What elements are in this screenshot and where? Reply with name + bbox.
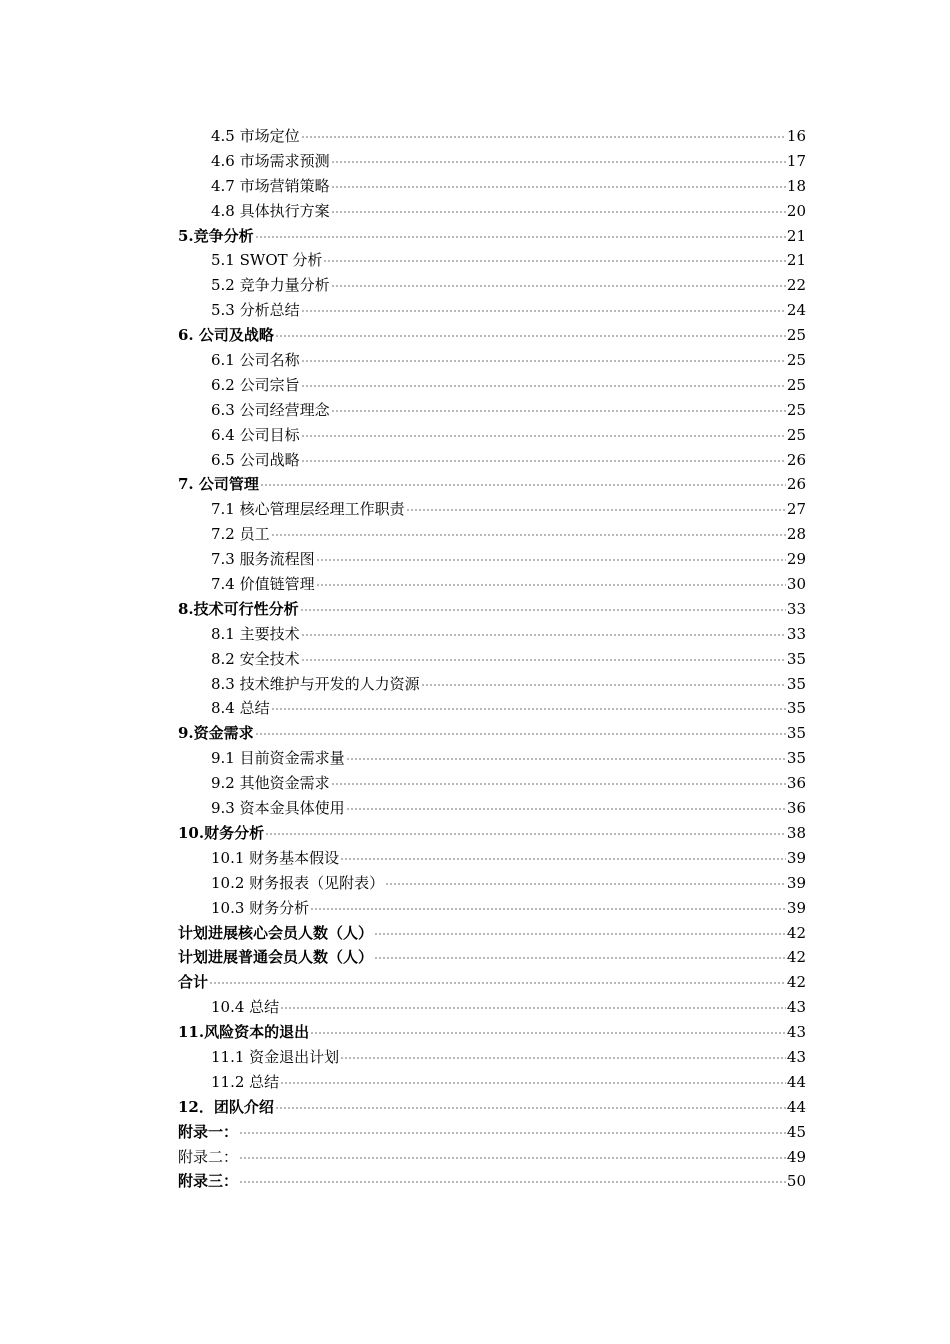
toc-dot-leader <box>323 260 786 262</box>
toc-entry[interactable] <box>178 696 806 721</box>
toc-entry-title: 附录一： <box>178 1122 239 1141</box>
toc-entry-page-number: 38 <box>786 823 806 842</box>
toc-entry-title: 6.5 公司战略 <box>211 450 300 469</box>
toc-entry[interactable] <box>178 522 806 547</box>
toc-entry[interactable] <box>178 1045 806 1070</box>
toc-entry-title: 8.4 总结 <box>211 699 270 718</box>
toc-entry-title: 5.1 SWOT 分析 <box>211 251 323 270</box>
toc-dot-leader <box>239 1157 786 1159</box>
toc-entry[interactable] <box>178 174 806 199</box>
toc-entry[interactable] <box>178 248 806 273</box>
toc-entry-page-number: 21 <box>786 226 806 245</box>
toc-entry-page-number: 25 <box>786 326 806 345</box>
toc-entry[interactable] <box>178 547 806 572</box>
toc-entry-title: 10.2 财务报表（见附表） <box>211 873 385 892</box>
toc-entry-page-number: 29 <box>786 550 806 569</box>
toc-entry[interactable] <box>178 597 806 622</box>
toc-dot-leader <box>331 161 786 163</box>
toc-entry[interactable] <box>178 995 806 1020</box>
toc-entry-title: 附录二： <box>178 1147 239 1166</box>
toc-entry[interactable] <box>178 622 806 647</box>
toc-entry-title: 9.2 其他资金需求 <box>211 774 330 793</box>
toc-entry[interactable] <box>178 771 806 796</box>
toc-entry-title: 7.4 价值链管理 <box>211 575 315 594</box>
toc-entry-title: 7. 公司管理 <box>178 475 259 494</box>
toc-dot-leader <box>331 211 786 213</box>
toc-entry-page-number: 42 <box>786 923 806 942</box>
toc-dot-leader <box>331 285 786 287</box>
toc-entry-title: 6.4 公司目标 <box>211 425 300 444</box>
toc-entry-page-number: 35 <box>786 674 806 693</box>
toc-dot-leader <box>331 783 786 785</box>
toc-dot-leader <box>255 236 786 238</box>
toc-entry-page-number: 17 <box>786 151 806 170</box>
toc-dot-leader <box>275 1107 786 1109</box>
toc-entry-page-number: 27 <box>786 500 806 519</box>
toc-entry-page-number: 43 <box>786 1023 806 1042</box>
toc-dot-leader <box>301 385 786 387</box>
toc-entry-title: 计划进展普通会员人数（人） <box>178 948 374 967</box>
toc-entry-page-number: 25 <box>786 425 806 444</box>
toc-entry-page-number: 25 <box>786 375 806 394</box>
toc-entry[interactable] <box>178 124 806 149</box>
toc-entry-title: 6. 公司及战略 <box>178 326 274 345</box>
toc-entry-title: 计划进展核心会员人数（人） <box>178 923 374 942</box>
toc-dot-leader <box>239 1132 786 1134</box>
toc-entry-page-number: 22 <box>786 276 806 295</box>
toc-dot-leader <box>255 733 786 735</box>
toc-entry-page-number: 35 <box>786 699 806 718</box>
toc-entry-page-number: 33 <box>786 599 806 618</box>
toc-entry-title: 9.3 资本金具体使用 <box>211 799 345 818</box>
toc-dot-leader <box>271 708 786 710</box>
toc-dot-leader <box>209 982 786 984</box>
toc-entry-title: 4.7 市场营销策略 <box>211 176 330 195</box>
toc-entry-title: 附录三： <box>178 1172 239 1191</box>
toc-entry-page-number: 49 <box>786 1147 806 1166</box>
toc-entry-page-number: 35 <box>786 724 806 743</box>
toc-entry-title: 8.3 技术维护与开发的人力资源 <box>211 674 420 693</box>
toc-entry[interactable] <box>178 348 806 373</box>
toc-entry-page-number: 26 <box>786 475 806 494</box>
toc-entry-page-number: 16 <box>786 127 806 145</box>
toc-dot-leader <box>331 186 786 188</box>
toc-entry[interactable] <box>178 199 806 224</box>
toc-entry-page-number: 43 <box>786 1047 806 1066</box>
toc-dot-leader <box>301 136 786 138</box>
toc-dot-leader <box>301 460 786 462</box>
toc-entry-title: 8.1 主要技术 <box>211 624 300 643</box>
toc-dot-leader <box>265 833 786 835</box>
toc-entry[interactable] <box>178 721 806 746</box>
toc-entry-page-number: 44 <box>786 1072 806 1091</box>
toc-entry-page-number: 35 <box>786 749 806 768</box>
toc-entry[interactable] <box>178 821 806 846</box>
toc-entry-title: 11.风险资本的退出 <box>178 1023 310 1042</box>
toc-entry-page-number: 28 <box>786 525 806 544</box>
toc-entry-page-number: 25 <box>786 400 806 419</box>
toc-entry-title: 4.8 具体执行方案 <box>211 201 330 220</box>
toc-entry[interactable] <box>178 323 806 348</box>
toc-entry[interactable] <box>178 497 806 522</box>
toc-entry[interactable] <box>178 448 806 473</box>
toc-dot-leader <box>271 534 786 536</box>
toc-entry-title: 10.1 财务基本假设 <box>211 848 340 867</box>
toc-entry-title: 5.2 竞争力量分析 <box>211 276 330 295</box>
toc-entry[interactable] <box>178 472 806 497</box>
toc-dot-leader <box>385 883 786 885</box>
toc-entry-title: 4.5 市场定位 <box>211 127 300 145</box>
toc-entry-title: 6.2 公司宗旨 <box>211 375 300 394</box>
toc-entry-page-number: 26 <box>786 450 806 469</box>
toc-entry-title: 11.2 总结 <box>211 1072 280 1091</box>
toc-entry-page-number: 42 <box>786 973 806 992</box>
toc-dot-leader <box>300 609 786 611</box>
toc-dot-leader <box>275 335 786 337</box>
toc-entry-title: 7.2 员工 <box>211 525 270 544</box>
toc-entry[interactable] <box>178 224 806 249</box>
toc-entry[interactable] <box>178 1095 806 1120</box>
toc-entry-title: 7.3 服务流程图 <box>211 550 315 569</box>
toc-entry[interactable] <box>178 796 806 821</box>
toc-entry-title: 12．团队介绍 <box>178 1097 274 1116</box>
toc-dot-leader <box>310 908 786 910</box>
toc-entry[interactable] <box>178 1169 806 1194</box>
toc-dot-leader <box>374 933 786 935</box>
toc-dot-leader <box>340 1057 786 1059</box>
toc-entry[interactable] <box>178 298 806 323</box>
toc-entry-title: 10.财务分析 <box>178 823 265 842</box>
toc-entry-title: 8.2 安全技术 <box>211 649 300 668</box>
toc-entry-title: 6.3 公司经营理念 <box>211 400 330 419</box>
toc-entry-title: 合计 <box>178 973 209 992</box>
toc-dot-leader <box>406 509 786 511</box>
toc-entry[interactable] <box>178 373 806 398</box>
toc-entry-title: 7.1 核心管理层经理工作职责 <box>211 500 405 519</box>
toc-entry[interactable] <box>178 896 806 921</box>
toc-entry[interactable] <box>178 149 806 174</box>
toc-entry[interactable] <box>178 672 806 697</box>
toc-entry-title: 5.3 分析总结 <box>211 301 300 320</box>
toc-dot-leader <box>301 435 786 437</box>
toc-entry-page-number: 50 <box>786 1172 806 1191</box>
toc-entry-page-number: 24 <box>786 301 806 320</box>
toc-dot-leader <box>340 858 786 860</box>
toc-dot-leader <box>346 808 786 810</box>
toc-entry-page-number: 44 <box>786 1097 806 1116</box>
toc-entry[interactable] <box>178 647 806 672</box>
toc-entry-page-number: 33 <box>786 624 806 643</box>
toc-entry-page-number: 39 <box>786 848 806 867</box>
toc-entry-page-number: 39 <box>786 873 806 892</box>
toc-dot-leader <box>301 659 786 661</box>
toc-entry-page-number: 43 <box>786 998 806 1017</box>
toc-entry[interactable] <box>178 273 806 298</box>
toc-entry[interactable] <box>178 871 806 896</box>
toc-entry-title: 6.1 公司名称 <box>211 351 300 370</box>
toc-entry-page-number: 35 <box>786 649 806 668</box>
toc-dot-leader <box>260 484 786 486</box>
toc-entry[interactable] <box>178 572 806 597</box>
toc-entry-title: 4.6 市场需求预测 <box>211 151 330 170</box>
toc-entry[interactable] <box>178 1120 806 1145</box>
toc-entry-page-number: 36 <box>786 774 806 793</box>
toc-entry-page-number: 18 <box>786 176 806 195</box>
toc-dot-leader <box>421 684 786 686</box>
toc-entry-title: 9.1 目前资金需求量 <box>211 749 345 768</box>
toc-entry-title: 8.技术可行性分析 <box>178 599 299 618</box>
toc-entry-page-number: 30 <box>786 575 806 594</box>
toc-entry-page-number: 36 <box>786 799 806 818</box>
toc-entry[interactable] <box>178 398 806 423</box>
toc-entry-page-number: 20 <box>786 201 806 220</box>
toc-entry[interactable] <box>178 970 806 995</box>
toc-entry[interactable] <box>178 1020 806 1045</box>
toc-entry[interactable] <box>178 846 806 871</box>
toc-entry[interactable] <box>178 945 806 970</box>
toc-entry-title: 5.竞争分析 <box>178 226 254 245</box>
toc-entry-page-number: 39 <box>786 898 806 917</box>
toc-entry-page-number: 25 <box>786 351 806 370</box>
toc-dot-leader <box>316 584 786 586</box>
toc-entry-title: 10.3 财务分析 <box>211 898 310 917</box>
toc-entry-title: 10.4 总结 <box>211 998 280 1017</box>
toc-entry[interactable] <box>178 423 806 448</box>
toc-dot-leader <box>346 758 786 760</box>
toc-dot-leader <box>239 1181 786 1183</box>
toc-dot-leader <box>331 410 786 412</box>
toc-dot-leader <box>301 360 786 362</box>
toc-entry[interactable] <box>178 921 806 946</box>
toc-entry-page-number: 45 <box>786 1122 806 1141</box>
table-of-contents <box>178 124 806 1194</box>
toc-entry-title: 11.1 资金退出计划 <box>211 1047 340 1066</box>
toc-entry-page-number: 21 <box>786 251 806 270</box>
toc-entry[interactable] <box>178 746 806 771</box>
toc-dot-leader <box>316 559 786 561</box>
toc-entry[interactable] <box>178 1145 806 1170</box>
toc-entry-title: 9.资金需求 <box>178 724 254 743</box>
toc-entry-page-number: 42 <box>786 948 806 967</box>
toc-dot-leader <box>301 634 786 636</box>
toc-dot-leader <box>280 1007 786 1009</box>
toc-dot-leader <box>301 310 786 312</box>
toc-entry[interactable] <box>178 1070 806 1095</box>
toc-dot-leader <box>310 1032 786 1034</box>
toc-dot-leader <box>280 1082 786 1084</box>
toc-dot-leader <box>374 957 786 959</box>
